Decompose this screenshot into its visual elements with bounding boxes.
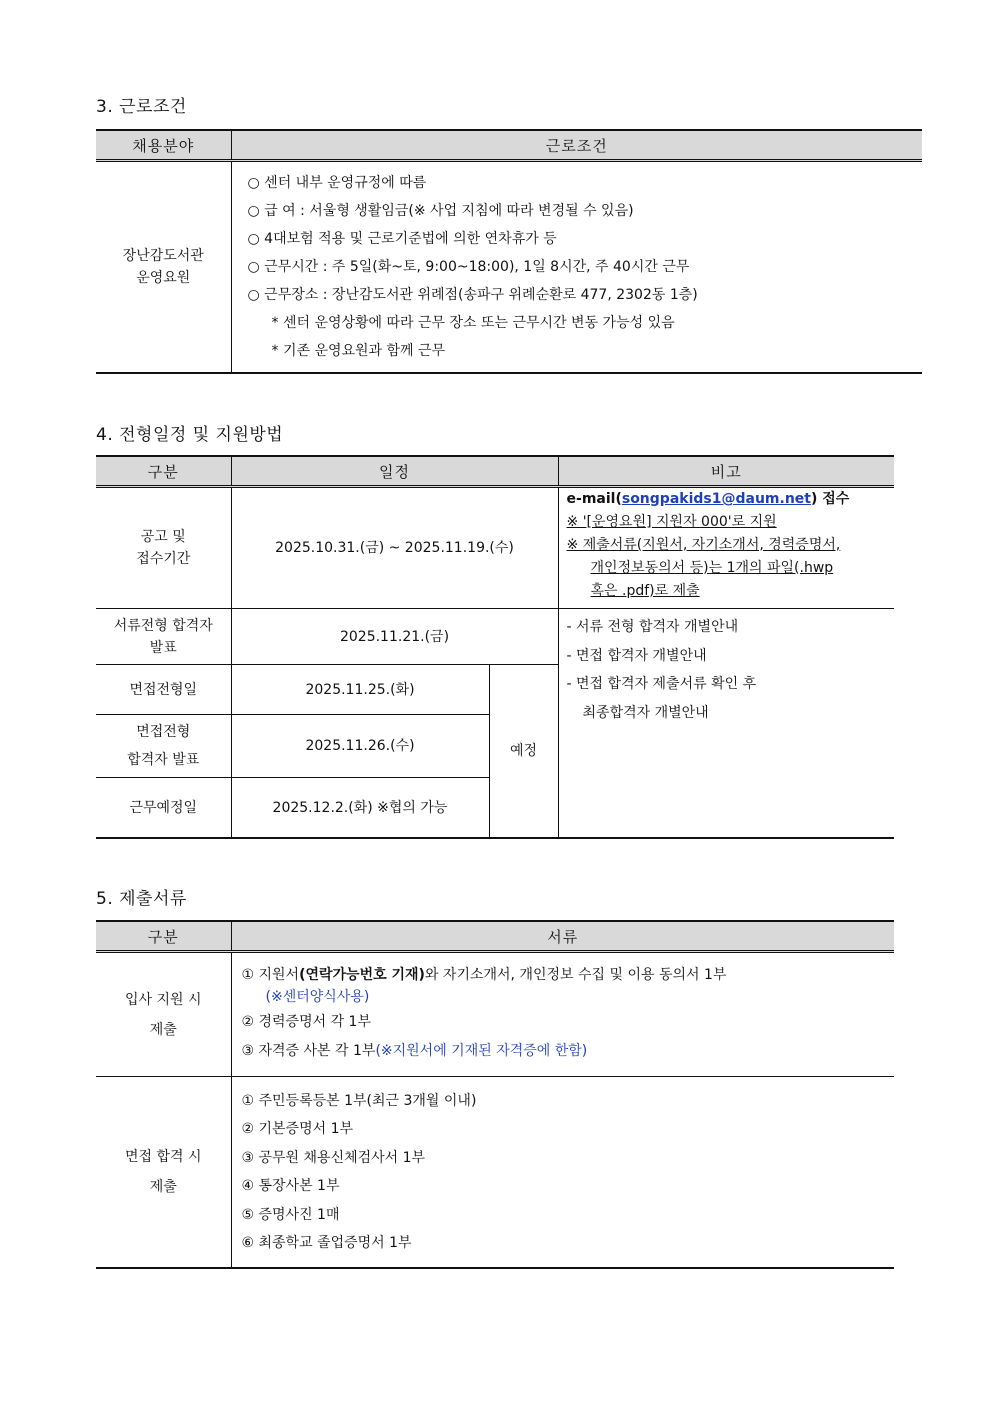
section3-title: 3. 근로조건 <box>96 97 187 117</box>
header-conditions: 근로조건 <box>231 130 922 161</box>
conditions-cell <box>231 161 922 374</box>
working-conditions-table <box>96 129 922 374</box>
remark-item: - 면접 합격자 제출서류 확인 후 <box>566 676 757 692</box>
application-docs-label: 입사 지원 시 제출 <box>124 991 202 1038</box>
subject-note: ※ '[운영요원] 지원자 000'로 지원 <box>566 514 777 530</box>
remark-item: 최종합격자 개별안내 <box>582 704 709 721</box>
tentative-cell: 예정 <box>489 665 558 839</box>
doc-item: ③ 공무원 채용신체검사서 1부 <box>241 1149 426 1166</box>
remark-item: - 서류 전형 합격자 개별안내 <box>566 619 739 635</box>
doc-item: ④ 통장사본 1부 <box>241 1178 340 1194</box>
condition-note: * 센터 운영상황에 따라 근무 장소 또는 근무시간 변동 가능성 있음 <box>271 315 675 331</box>
condition-item: ○ 급 여 : 서울형 생활임금(※ 사업 지침에 따라 변경될 수 있음) <box>247 203 634 219</box>
email-link[interactable]: songpakids1@daum.net <box>621 491 811 507</box>
field-cell: 장난감도서관 운영요원 <box>122 248 204 286</box>
doc-result-schedule: 2025.11.21.(금) <box>231 609 558 665</box>
doc-item: ② 기본증명서 1부 <box>241 1121 354 1137</box>
condition-note: * 기존 운영요원과 함께 근무 <box>271 343 446 359</box>
application-remarks: e-mail(songpakids1@daum.net) 접수 ※ '[운영요원] 지원자 000'로 지원 ※ 제출서류(지원서, 자기소개서, 경력증명서, 개인정보동의서 등)는 1개의 파일(.hwp 혹은 .pdf)로 제출 <box>558 487 894 609</box>
final-result-label: 면접전형 합격자 발표 <box>127 724 200 768</box>
final-result-schedule: 2025.11.26.(수) <box>231 715 489 778</box>
interview-label: 면접전형일 <box>129 681 198 698</box>
condition-item: ○ 근무시간 : 주 5일(화~토, 9:00~18:00), 1일 8시간, 주 40시간 근무 <box>247 259 690 275</box>
interview-schedule: 2025.11.25.(화) <box>231 665 489 715</box>
section4-title: 4. 전형일정 및 지원방법 <box>96 425 284 445</box>
start-date-label: 근무예정일 <box>129 799 198 816</box>
documents-table <box>96 920 894 1269</box>
docs-note: ※ 제출서류(지원서, 자기소개서, 경력증명서, <box>566 537 841 553</box>
doc-item: ① 지원서(연락가능번호 기재)와 자기소개서, 개인정보 수집 및 이용 동의서 1부 <box>241 967 727 983</box>
application-docs-list <box>231 952 894 1077</box>
doc-item: ⑥ 최종학교 졸업증명서 1부 <box>241 1235 412 1251</box>
doc-result-label: 서류전형 합격자 발표 <box>113 617 213 656</box>
schedule-table <box>96 455 894 839</box>
doc-item: ③ 자격증 사본 각 1부(※지원서에 기재된 자격증에 한함) <box>241 1042 588 1059</box>
header-field: 채용분야 <box>96 130 231 161</box>
condition-item: ○ 근무장소 : 장난감도서관 위례점(송파구 위례순환로 477, 2302동 1층) <box>247 287 698 303</box>
doc-item-note: (※센터양식사용) <box>265 989 370 1005</box>
section5-title: 5. 제출서류 <box>96 889 187 909</box>
doc-item: ② 경력증명서 각 1부 <box>241 1014 371 1030</box>
process-remarks <box>558 609 894 839</box>
interview-docs-list <box>231 1077 894 1269</box>
interview-docs-label: 면접 합격 시 제출 <box>124 1149 202 1195</box>
header-remarks: 비고 <box>558 456 894 487</box>
header-category: 구분 <box>96 921 231 952</box>
remark-item: - 면접 합격자 개별안내 <box>566 647 707 664</box>
header-category: 구분 <box>96 456 231 487</box>
condition-item: ○ 센터 내부 운영규정에 따름 <box>247 175 427 191</box>
header-schedule: 일정 <box>231 456 558 487</box>
period-label: 공고 및 접수기간 <box>136 529 191 567</box>
doc-item: ⑤ 증명사진 1매 <box>241 1206 340 1223</box>
email-line: e-mail(songpakids1@daum.net) 접수 <box>566 491 850 507</box>
start-date-schedule: 2025.12.2.(화) ※협의 가능 <box>231 778 489 839</box>
doc-item: ① 주민등록등본 1부(최근 3개월 이내) <box>241 1092 477 1109</box>
period-schedule: 2025.10.31.(금) ~ 2025.11.19.(수) <box>231 487 558 609</box>
header-documents: 서류 <box>231 921 894 952</box>
condition-item: ○ 4대보험 적용 및 근로기준법에 의한 연차휴가 등 <box>247 231 557 247</box>
